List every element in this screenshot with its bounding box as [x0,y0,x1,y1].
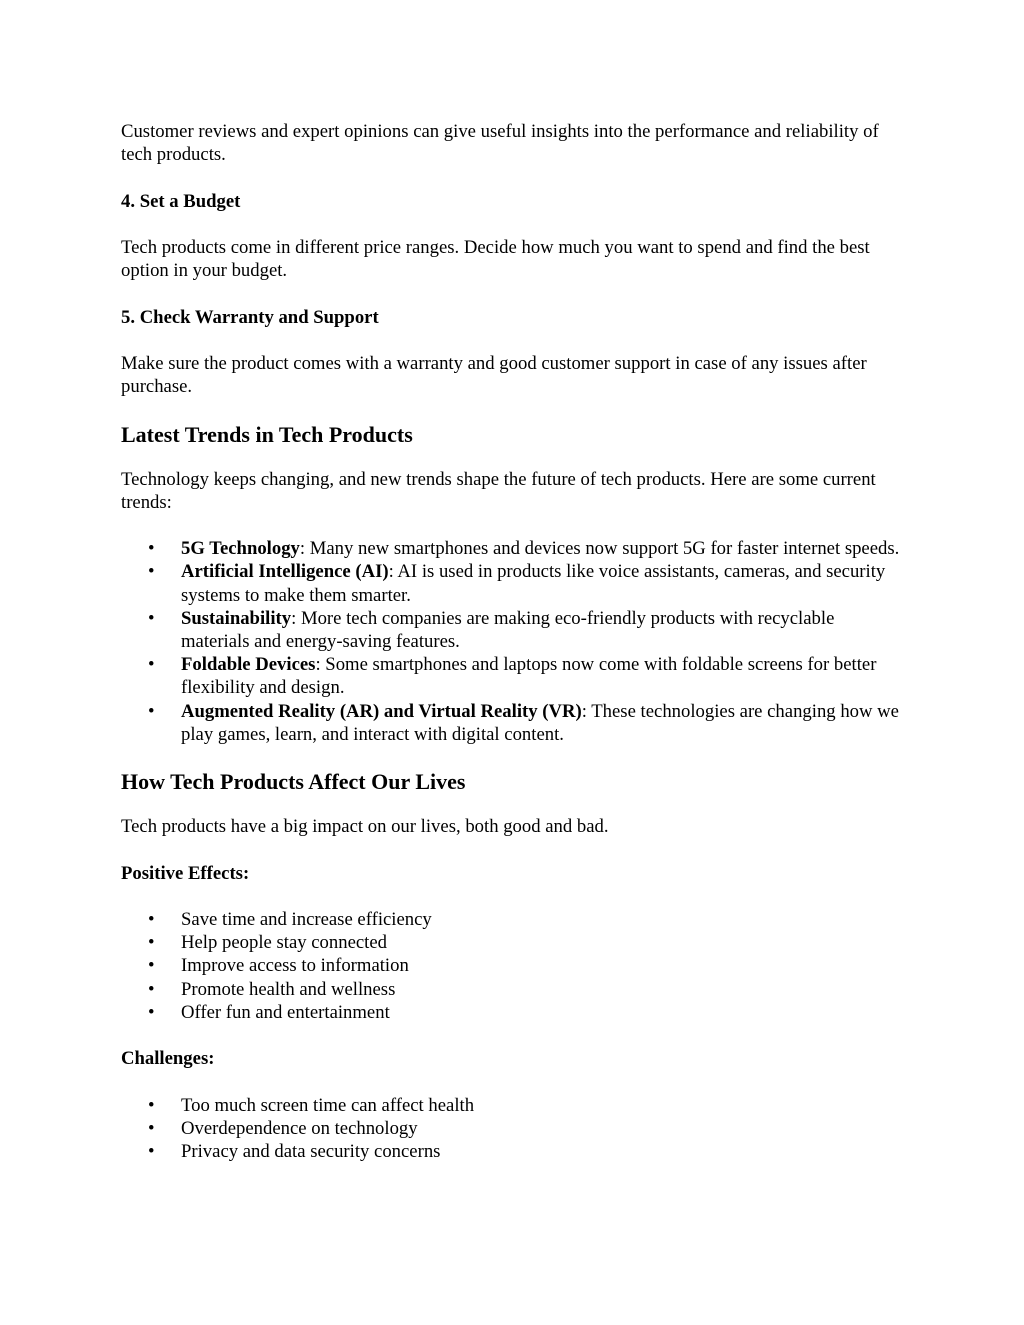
list-item [121,700,901,746]
challenges-heading: Challenges: [121,1048,215,1070]
warranty-heading: 5. Check Warranty and Support [121,306,379,328]
trend-term: Sustainability [181,607,292,629]
budget-paragraph: Tech products come in different price ranges. Decide how much you want to spend and find the best option in your budget. [121,236,870,282]
list-item [121,607,901,653]
warranty-paragraph: Make sure the product comes with a warranty and good customer support in case of any issues after purchase. [121,352,867,398]
challenges-list [121,1094,901,1164]
list-item: • Too much screen time can affect health [121,1094,901,1117]
trend-description: : AI is used in products like voice assistants, cameras, and security systems to make them smarter. [181,561,886,606]
list-item: • Promote health and wellness [121,978,901,1001]
trend-term: Artificial Intelligence (AI) [181,561,389,583]
list-item [121,653,901,699]
trends-heading: Latest Trends in Tech Products [121,421,413,447]
trend-description: : More tech companies are making eco-friendly products with recyclable materials and energy-saving features. [181,607,835,652]
positive-effects-list [121,908,901,1024]
trend-description: : These technologies are changing how we play games, learn, and interact with digital content. [181,700,899,745]
document-page [121,120,901,1186]
budget-heading: 4. Set a Budget [121,190,241,212]
trend-description: : Many new smartphones and devices now support 5G for faster internet speeds. [299,538,900,560]
trends-list [121,537,901,746]
list-item: • Improve access to information [121,954,901,977]
reviews-paragraph: Customer reviews and expert opinions can give useful insights into the performance and reliability of tech products. [121,121,879,166]
list-item: • Overdependence on technology [121,1117,901,1140]
impact-paragraph: Tech products have a big impact on our lives, both good and bad. [121,816,609,838]
positive-effects-heading: Positive Effects: [121,862,250,884]
list-item: • Help people stay connected [121,931,901,954]
list-item: • Save time and increase efficiency [121,908,901,931]
trends-paragraph: Technology keeps changing, and new trends shape the future of tech products. Here are some current trends: [121,468,876,513]
trend-description: : Some smartphones and laptops now come with foldable screens for better flexibility and design. [181,654,877,699]
impact-heading: How Tech Products Affect Our Lives [121,769,466,795]
trend-term: Augmented Reality (AR) and Virtual Reality (VR) [181,700,582,722]
trend-term: 5G Technology [181,538,300,560]
list-item: • Offer fun and entertainment [121,1001,901,1024]
list-item: • Privacy and data security concerns [121,1140,901,1163]
trend-term: Foldable Devices [181,654,316,676]
list-item [121,560,901,606]
list-item [121,537,901,560]
